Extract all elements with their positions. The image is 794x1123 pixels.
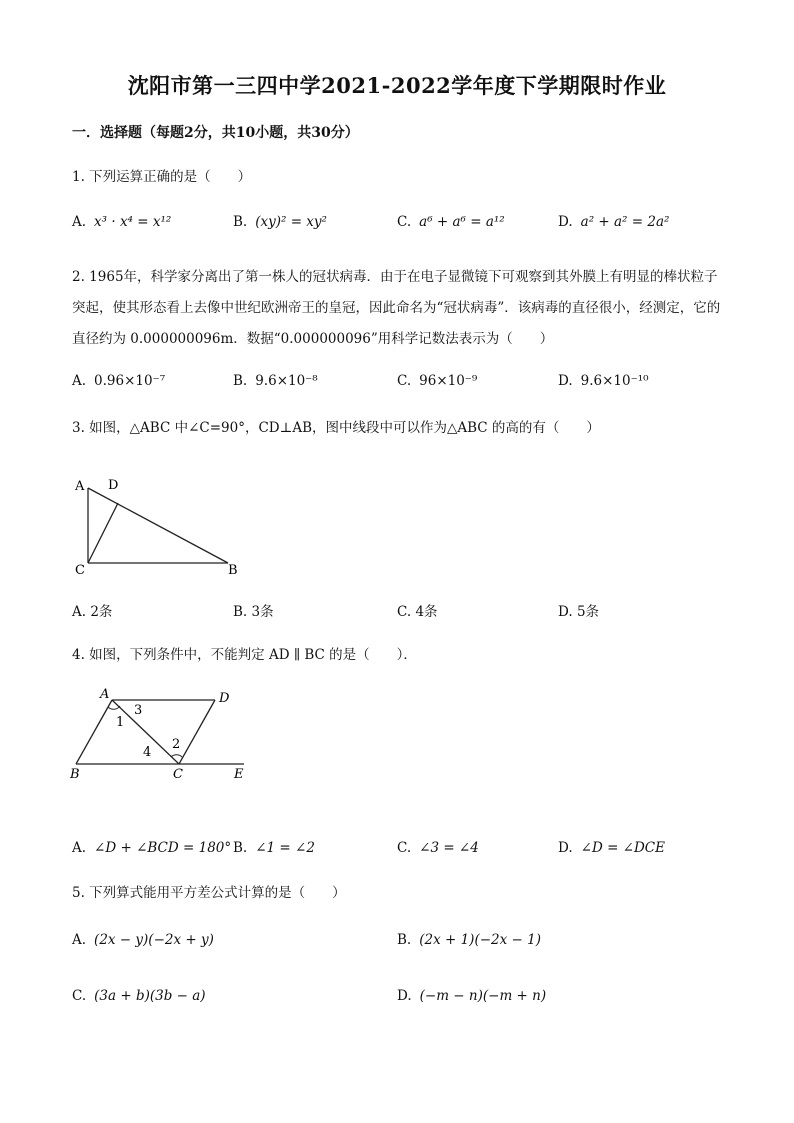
option-label: B. — [233, 840, 248, 856]
option-label: C. — [72, 988, 87, 1004]
question-1-option-c[interactable] — [397, 214, 505, 230]
question-2-option-a[interactable] — [72, 373, 165, 389]
option-expr: ∠D = ∠DCE — [580, 840, 665, 856]
option-expr: 4条 — [415, 604, 438, 620]
option-label: B. — [397, 932, 412, 948]
question-5-stem: 5. 下列算式能用平方差公式计算的是（ ） — [72, 885, 346, 901]
vertex-label-c: C — [173, 767, 183, 782]
angle-label-1: 1 — [116, 715, 125, 730]
option-expr: 0.96×10⁻⁷ — [94, 373, 166, 389]
vertex-label-a: A — [100, 687, 110, 702]
question-5-option-d[interactable] — [397, 988, 546, 1004]
question-3-option-a[interactable] — [72, 600, 112, 620]
question-4-stem: 4. 如图，下列条件中，不能判定 AD ∥ BC 的是（ ）． — [72, 647, 417, 663]
vertex-label-e: E — [234, 767, 244, 782]
question-4-option-b[interactable] — [233, 840, 315, 856]
option-label: A. — [72, 373, 87, 389]
vertex-label-d: D — [219, 691, 230, 706]
question-4-option-d[interactable] — [558, 840, 665, 856]
option-label: A. — [72, 604, 87, 620]
question-1-stem: 1. 下列运算正确的是（ ） — [72, 169, 252, 185]
option-expr: x³ · x⁴ = x¹² — [94, 214, 172, 230]
option-label: B. — [233, 373, 248, 389]
triangle-figure — [70, 472, 250, 580]
option-expr: (3a + b)(3b − a) — [94, 988, 206, 1004]
angle-label-4: 4 — [143, 745, 152, 760]
option-label: C. — [397, 604, 412, 620]
option-expr: a⁶ + a⁶ = a¹² — [419, 214, 505, 230]
option-label: C. — [397, 373, 412, 389]
question-3-stem: 3. 如图，△ABC 中∠C=90°，CD⊥AB，图中线段中可以作为△ABC 的高的有（ ） — [72, 420, 600, 436]
question-1-option-b[interactable] — [233, 214, 327, 230]
option-expr: 3条 — [251, 604, 274, 620]
option-expr: a² + a² = 2a² — [580, 214, 670, 230]
question-3-option-b[interactable] — [233, 600, 274, 620]
question-4-option-a[interactable] — [72, 840, 231, 856]
option-label: C. — [397, 840, 412, 856]
question-1-option-a[interactable] — [72, 214, 171, 230]
question-3-option-c[interactable] — [397, 600, 438, 620]
angle-label-2: 2 — [172, 737, 181, 752]
option-expr: ∠1 = ∠2 — [255, 840, 315, 856]
option-expr: ∠D + ∠BCD = 180° — [94, 840, 232, 856]
option-expr: (−m − n)(−m + n) — [419, 988, 547, 1004]
question-2-option-d[interactable] — [558, 373, 649, 389]
vertex-label-b: B — [70, 767, 80, 782]
option-label: C. — [397, 214, 412, 230]
option-label: A. — [72, 214, 87, 230]
option-expr: 2条 — [90, 604, 113, 620]
question-5-option-b[interactable] — [397, 932, 541, 948]
question-4-option-c[interactable] — [397, 840, 479, 856]
option-expr: 96×10⁻⁹ — [419, 373, 478, 389]
option-expr: ∠3 = ∠4 — [419, 840, 479, 856]
question-2-stem: 2. 1965年，科学家分离出了第一株人的冠状病毒．由于在电子显微镜下可观察到其外膜上有明显的棒状粒子突起，使其形态看上去像中世纪欧洲帝王的皇冠，因此命名为“冠状病毒”．该病毒的直径很小，经测定，它的直径约为 0.000000096m．数据“0.000000096”用科学记数法表示为（ ） — [72, 269, 721, 347]
vertex-label-d: D — [108, 478, 119, 493]
option-label: A. — [72, 932, 87, 948]
vertex-label-b: B — [228, 563, 238, 578]
option-label: B. — [233, 214, 248, 230]
question-3-option-d[interactable] — [558, 600, 599, 620]
vertex-label-c: C — [75, 563, 85, 578]
question-1-option-d[interactable] — [558, 214, 669, 230]
option-expr: 9.6×10⁻⁸ — [255, 373, 318, 389]
angle-label-3: 3 — [134, 703, 143, 718]
option-expr: 5条 — [576, 604, 600, 620]
option-label: B. — [233, 604, 248, 620]
option-expr: (xy)² = xy² — [255, 214, 327, 230]
parallelogram-figure — [68, 684, 254, 784]
option-label: A. — [72, 840, 87, 856]
page-title: 沈阳市第一三四中学2021-2022学年度下学期限时作业 — [127, 73, 667, 98]
option-label: D. — [397, 988, 412, 1004]
vertex-label-a: A — [75, 479, 85, 494]
section-heading: 一．选择题（每题2分，共10小题，共30分） — [72, 125, 359, 141]
option-expr: (2x + 1)(−2x − 1) — [419, 932, 541, 948]
question-2-option-b[interactable] — [233, 373, 318, 389]
option-expr: (2x − y)(−2x + y) — [94, 932, 214, 948]
question-2-option-c[interactable] — [397, 373, 477, 389]
option-label: D. — [558, 840, 573, 856]
option-label: D. — [558, 604, 573, 620]
option-label: D. — [558, 373, 573, 389]
option-expr: 9.6×10⁻¹⁰ — [580, 373, 649, 389]
question-5-option-c[interactable] — [72, 988, 206, 1004]
option-label: D. — [558, 214, 573, 230]
question-5-option-a[interactable] — [72, 932, 214, 948]
